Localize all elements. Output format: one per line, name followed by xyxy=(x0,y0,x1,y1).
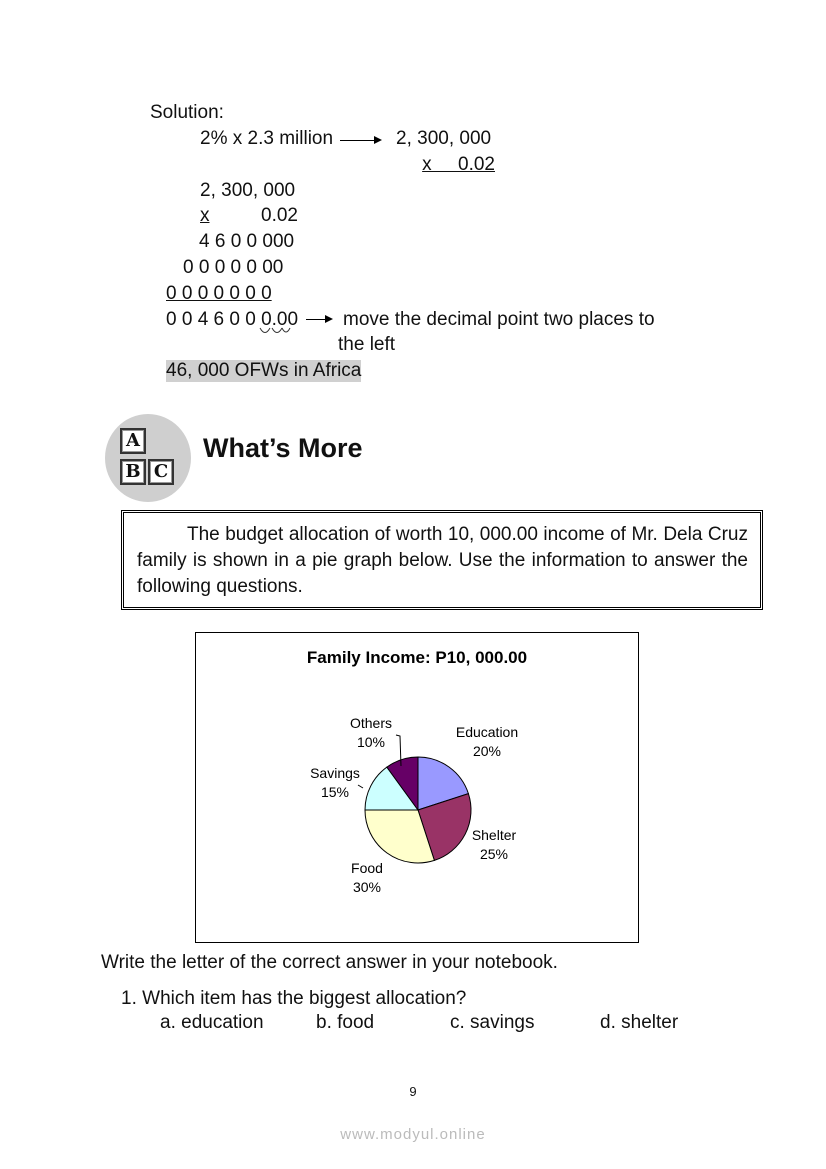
leader-line-savings xyxy=(358,785,363,788)
mult-top: 2, 300, 000 xyxy=(200,180,296,201)
instruction-box xyxy=(121,510,763,610)
decimal-move-icon xyxy=(257,326,291,338)
mult-factor: 0.02 xyxy=(261,205,298,226)
section-title: What’s More xyxy=(203,433,363,463)
question-1 xyxy=(121,988,466,1010)
arrow-icon xyxy=(306,319,331,320)
slice-label-education: Education xyxy=(455,724,519,740)
slice-value-shelter: 25% xyxy=(479,846,509,862)
result: 0 0 4 6 0 0 0.00 xyxy=(166,309,299,330)
result-note-2: the left xyxy=(338,334,396,355)
block-a: A xyxy=(120,428,146,454)
arrow-icon xyxy=(340,140,380,141)
choice-b: b. food xyxy=(316,1012,375,1033)
pie-chart xyxy=(195,632,639,943)
block-c: C xyxy=(148,459,174,485)
mult-x: x xyxy=(200,205,210,226)
solution-label: Solution: xyxy=(150,102,224,123)
answer-highlight: 46, 000 OFWs in Africa xyxy=(166,360,362,381)
partial-product-1: 4 6 0 0 000 xyxy=(199,231,295,252)
question-text: Which item has the biggest allocation? xyxy=(142,988,467,1009)
mult-factor-row xyxy=(200,205,298,227)
partial-product-3: 0 0 0 0 0 0 0 xyxy=(166,283,272,304)
page-number: 9 xyxy=(409,1084,417,1099)
slice-value-food: 30% xyxy=(352,879,382,895)
solution-line1-right: 2, 300, 000 xyxy=(396,128,492,149)
choice-d: d. shelter xyxy=(600,1012,679,1033)
partial-product-2: 0 0 0 0 0 00 xyxy=(183,257,284,278)
question-number: 1. xyxy=(121,988,137,1009)
slice-label-others: Others xyxy=(349,715,393,731)
watermark: www.modyul.online xyxy=(340,1126,486,1143)
choice-a: a. education xyxy=(160,1012,264,1033)
slice-value-education: 20% xyxy=(472,743,502,759)
slice-label-food: Food xyxy=(351,860,383,876)
chart-title: Family Income: P10, 000.00 xyxy=(306,648,528,667)
block-b: B xyxy=(120,459,146,485)
result-note-1: move the decimal point two places to xyxy=(343,309,655,330)
slice-value-savings: 15% xyxy=(320,784,350,800)
instruction-text: The budget allocation of worth 10, 000.00 income of Mr. Dela Cruz family is shown in a pie graph below. Use the information to answer the following questions. xyxy=(137,524,748,597)
abc-blocks-icon xyxy=(105,414,191,502)
solution-line2-right: x 0.02 xyxy=(422,154,495,175)
directions: Write the letter of the correct answer in your notebook. xyxy=(101,952,558,973)
slice-label-shelter: Shelter xyxy=(471,827,517,843)
choice-c: c. savings xyxy=(450,1012,535,1033)
solution-line1-left: 2% x 2.3 million xyxy=(200,128,334,149)
pie-chart-svg xyxy=(196,633,638,942)
slice-label-savings: Savings xyxy=(310,765,360,781)
slice-value-others: 10% xyxy=(356,734,386,750)
